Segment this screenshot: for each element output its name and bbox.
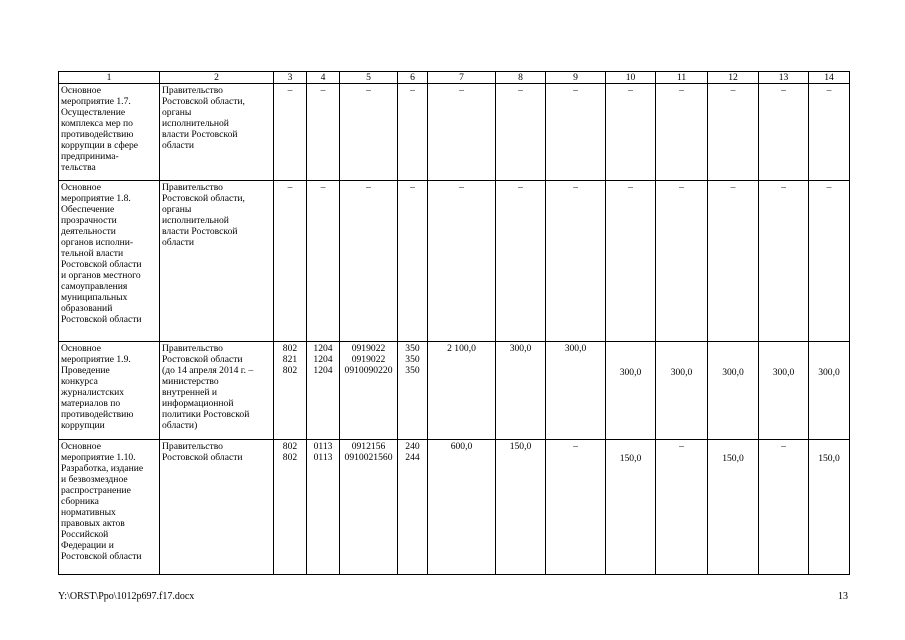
executor-cell: Правительство Ростовской области, органы исполнительной власти Ростовской области [160,181,274,342]
activity-name-cell: Основное мероприятие 1.10. Разработка, издание и безвозмездное распространение сборника нормативных правовых актов Российской Федерации и Ростовской области [59,440,160,575]
value-cell: 300,0 [759,342,809,440]
gr-code-cell: 802 821 802 [274,342,307,440]
dash-cell: – [606,181,656,342]
header-cell: 1 [59,72,160,84]
executor-cell: Правительство Ростовской области [160,440,274,575]
value-cell: 300,0 [708,342,759,440]
header-cell: 8 [496,72,546,84]
dash-cell: – [398,84,428,181]
header-cell: 4 [307,72,340,84]
dash-cell: – [656,84,708,181]
header-cell: 2 [160,72,274,84]
value-cell: 300,0 [496,342,546,440]
dash-cell: – [759,181,809,342]
dash-cell: – [759,84,809,181]
vr-code-cell: 240 244 [398,440,428,575]
dash-cell: – [546,84,606,181]
value-cell: – [546,440,606,575]
value-cell: 300,0 [656,342,708,440]
executor-cell: Правительство Ростовской области (до 14 апреля 2014 г. – министерство внутренней и информационной политики Ростовской области) [160,342,274,440]
value-cell: 150,0 [606,440,656,575]
dash-cell: – [656,181,708,342]
table-row [59,84,850,181]
header-cell: 5 [340,72,398,84]
value-cell: – [656,440,708,575]
dash-cell: – [708,181,759,342]
value-cell: 300,0 [546,342,606,440]
header-row [59,72,850,84]
header-cell: 7 [428,72,496,84]
header-cell: 11 [656,72,708,84]
table-row [59,440,850,575]
header-cell: 9 [546,72,606,84]
dash-cell: – [398,181,428,342]
header-cell: 13 [759,72,809,84]
dash-cell: – [428,181,496,342]
rz-pr-code-cell: 0113 0113 [307,440,340,575]
dash-cell: – [546,181,606,342]
executor-cell: Правительство Ростовской области, органы исполнительной власти Ростовской области [160,84,274,181]
dash-cell: – [496,181,546,342]
dash-cell: – [708,84,759,181]
activity-name-cell: Основное мероприятие 1.9. Проведение конкурса журналистских материалов по противодействию коррупции [59,342,160,440]
value-cell: 150,0 [496,440,546,575]
dash-cell: – [809,84,850,181]
activity-name-cell: Основное мероприятие 1.7. Осуществление комплекса мер по противодействию коррупции в сфере предпринима- тельства [59,84,160,181]
csr-code-cell: 0912156 0910021560 [340,440,398,575]
value-cell: 300,0 [809,342,850,440]
dash-cell: – [307,181,340,342]
value-cell: 150,0 [708,440,759,575]
header-cell: 12 [708,72,759,84]
value-cell: 150,0 [809,440,850,575]
budget-table [58,71,850,575]
dash-cell: – [340,84,398,181]
header-cell: 10 [606,72,656,84]
dash-cell: – [606,84,656,181]
gr-code-cell: 802 802 [274,440,307,575]
header-cell: 3 [274,72,307,84]
table-row [59,342,850,440]
header-cell: 14 [809,72,850,84]
page-number: 13 [838,591,848,602]
activity-name-cell: Основное мероприятие 1.8. Обеспечение прозрачности деятельности органов исполни- тельной власти Ростовской области и органов местного самоуправления муниципальных образований Ростовской области [59,181,160,342]
table-row [59,181,850,342]
dash-cell: – [428,84,496,181]
rz-pr-code-cell: 1204 1204 1204 [307,342,340,440]
value-cell: – [759,440,809,575]
value-cell: 300,0 [606,342,656,440]
dash-cell: – [274,84,307,181]
dash-cell: – [340,181,398,342]
file-path: Y:\ORST\Ppo\1012p697.f17.docx [58,591,195,602]
dash-cell: – [307,84,340,181]
header-cell: 6 [398,72,428,84]
dash-cell: – [274,181,307,342]
dash-cell: – [496,84,546,181]
csr-code-cell: 0919022 0919022 0910090220 [340,342,398,440]
dash-cell: – [809,181,850,342]
value-cell: 2 100,0 [428,342,496,440]
vr-code-cell: 350 350 350 [398,342,428,440]
value-cell: 600,0 [428,440,496,575]
